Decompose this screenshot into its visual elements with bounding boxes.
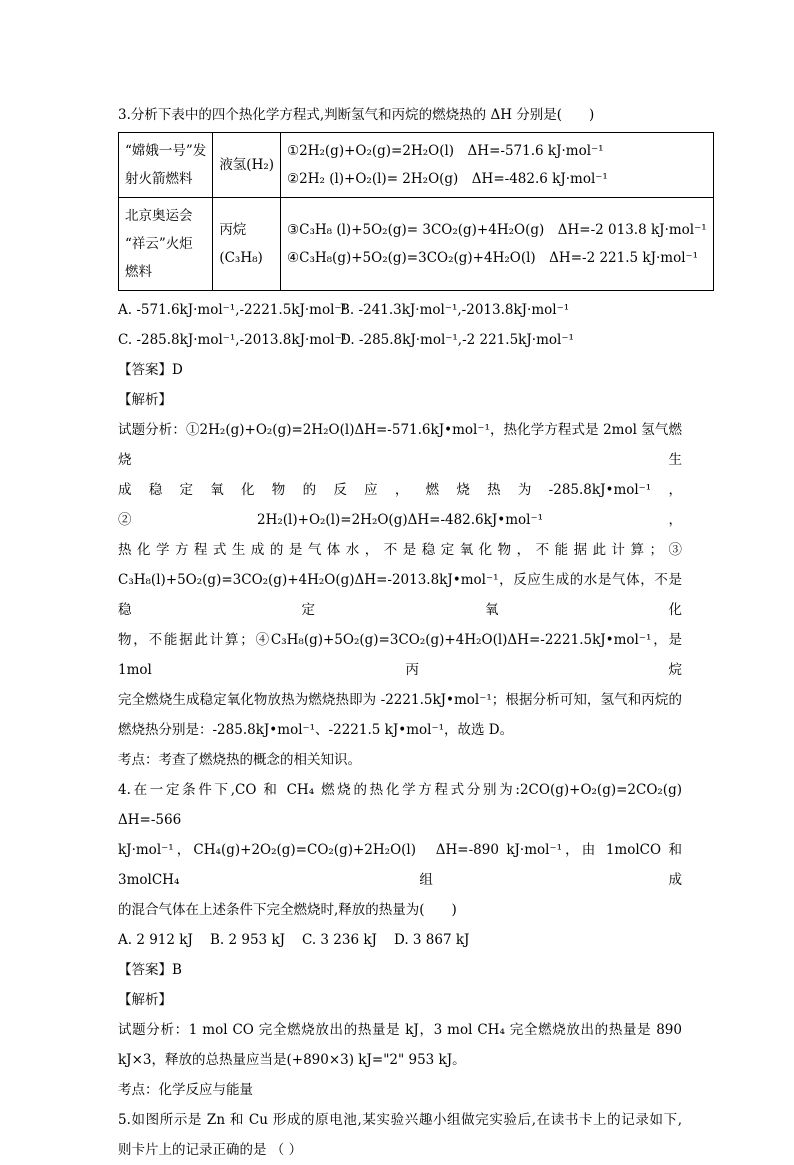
option-c: C. -285.8kJ·mol⁻¹,-2013.8kJ·mol⁻¹ bbox=[118, 332, 348, 348]
table-row bbox=[119, 133, 714, 198]
option-c: C. 3 236 kJ bbox=[302, 932, 377, 948]
exam-point: 考点：考查了燃烧热的概念的相关知识。 bbox=[118, 752, 361, 768]
question-3-stem: 3.分析下表中的四个热化学方程式,判断氢气和丙烷的燃烧热的 ΔH 分别是( ) bbox=[118, 107, 595, 123]
option-b: B. 2 953 kJ bbox=[210, 932, 286, 948]
option-a: A. 2 912 kJ bbox=[118, 932, 193, 948]
thermochemical-table bbox=[118, 132, 714, 291]
question-4-stem: 4.在一定条件下,CO 和 CH₄ 燃烧的热化学方程式分别为:2CO(g)+O₂(g)=2CO₂(g) ΔH=-566 bbox=[118, 782, 696, 828]
options-row bbox=[118, 325, 682, 355]
analysis-line: 热化学方程式生成的是气体水，不是稳定氧化物，不能据此计算；③ bbox=[118, 542, 682, 558]
analysis-line: 完全燃烧生成稳定氧化物放热为燃烧热即为 -2221.5kJ•mol⁻¹；根据分析可知，氢气和丙烷的 bbox=[118, 692, 682, 708]
table-cell-use bbox=[119, 133, 213, 198]
table-cell-fuel bbox=[213, 133, 281, 198]
option-d: D. 3 867 kJ bbox=[394, 932, 470, 948]
cell-text: (C₃H₈) bbox=[219, 250, 263, 266]
analysis-line: 物，不能据此计算；④C₃H₈(g)+5O₂(g)=3CO₂(g)+4H₂O(l)ΔH=-2221.5kJ•mol⁻¹，是 1mol 丙烷 bbox=[118, 632, 682, 678]
options-row bbox=[118, 925, 682, 955]
cell-text: “祥云”火炬 bbox=[125, 236, 193, 252]
analysis-line: 燃烧热分别是：-285.8kJ•mol⁻¹、-2221.5 kJ•mol⁻¹，故选 D。 bbox=[118, 722, 514, 738]
answer-label: 【答案】B bbox=[118, 962, 182, 978]
analysis-line: kJ×3，释放的总热量应当是(+890×3) kJ="2" 953 kJ。 bbox=[118, 1052, 466, 1068]
cell-text: 北京奥运会 bbox=[125, 208, 193, 224]
option-b: B. -241.3kJ·mol⁻¹,-2013.8kJ·mol⁻¹ bbox=[340, 302, 570, 318]
analysis-line: 试题分析：1 mol CO 完全燃烧放出的热量是 kJ，3 mol CH₄ 完全燃烧放出的热量是 890 bbox=[118, 1022, 682, 1038]
analysis-line: C₃H₈(l)+5O₂(g)=3CO₂(g)+4H₂O(g)ΔH=-2013.8kJ•mol⁻¹，反应生成的水是气体，不是稳定氧化 bbox=[118, 572, 682, 618]
analysis-line: 试题分析：①2H₂(g)+O₂(g)=2H₂O(l)ΔH=-571.6kJ•mol⁻¹，热化学方程式是 2mol 氢气燃烧生 bbox=[118, 422, 682, 468]
document-page bbox=[118, 100, 707, 1165]
question-5-stem: 5.如图所示是 Zn 和 Cu 形成的原电池,某实验兴趣小组做完实验后,在读书卡上的记录如下, bbox=[118, 1112, 682, 1128]
analysis-line: 成稳定氧化物的反应，燃烧热为-285.8kJ•mol⁻¹，②2H₂(l)+O₂(l)=2H₂O(g)ΔH=-482.6kJ•mol⁻¹， bbox=[118, 482, 682, 528]
answer-label: 【答案】D bbox=[118, 362, 183, 378]
cell-text: 燃料 bbox=[125, 264, 152, 280]
table-cell-equations bbox=[281, 198, 714, 291]
table-cell-use bbox=[119, 198, 213, 291]
option-a: A. -571.6kJ·mol⁻¹,-2221.5kJ·mol⁻¹ bbox=[118, 302, 347, 318]
option-d: D. -285.8kJ·mol⁻¹,-2 221.5kJ·mol⁻¹ bbox=[340, 332, 574, 348]
analysis-heading: 【解析】 bbox=[118, 392, 172, 408]
table-cell-fuel bbox=[213, 198, 281, 291]
equation-2: ②2H₂ (l)+O₂(l)= 2H₂O(g) ΔH=-482.6 kJ·mol⁻¹ bbox=[287, 171, 608, 187]
options-row bbox=[118, 295, 682, 325]
equation-1: ①2H₂(g)+O₂(g)=2H₂O(l) ΔH=-571.6 kJ·mol⁻¹ bbox=[287, 143, 604, 159]
cell-text: “嫦娥一号”发 bbox=[125, 143, 207, 159]
cell-text: 丙烷 bbox=[219, 222, 247, 238]
question-4-stem: kJ·mol⁻¹，CH₄(g)+2O₂(g)=CO₂(g)+2H₂O(l) ΔH=-890 kJ·mol⁻¹，由 1molCO 和 3molCH₄ 组成 bbox=[118, 842, 682, 888]
analysis-heading: 【解析】 bbox=[118, 992, 172, 1008]
equation-4: ④C₃H₈(g)+5O₂(g)=3CO₂(g)+4H₂O(l) ΔH=-2 221.5 kJ·mol⁻¹ bbox=[287, 250, 699, 266]
equation-3: ③C₃H₈ (l)+5O₂(g)= 3CO₂(g)+4H₂O(g) ΔH=-2 013.8 kJ·mol⁻¹ bbox=[287, 222, 707, 238]
table-row bbox=[119, 198, 714, 291]
table-cell-equations bbox=[281, 133, 714, 198]
exam-point: 考点：化学反应与能量 bbox=[118, 1082, 253, 1098]
cell-text: 射火箭燃料 bbox=[125, 171, 193, 187]
question-4-stem: 的混合气体在上述条件下完全燃烧时,释放的热量为( ) bbox=[118, 902, 457, 918]
question-5-stem: 则卡片上的记录正确的是 （ ） bbox=[118, 1142, 303, 1158]
cell-text: 液氢(H₂) bbox=[219, 157, 275, 173]
